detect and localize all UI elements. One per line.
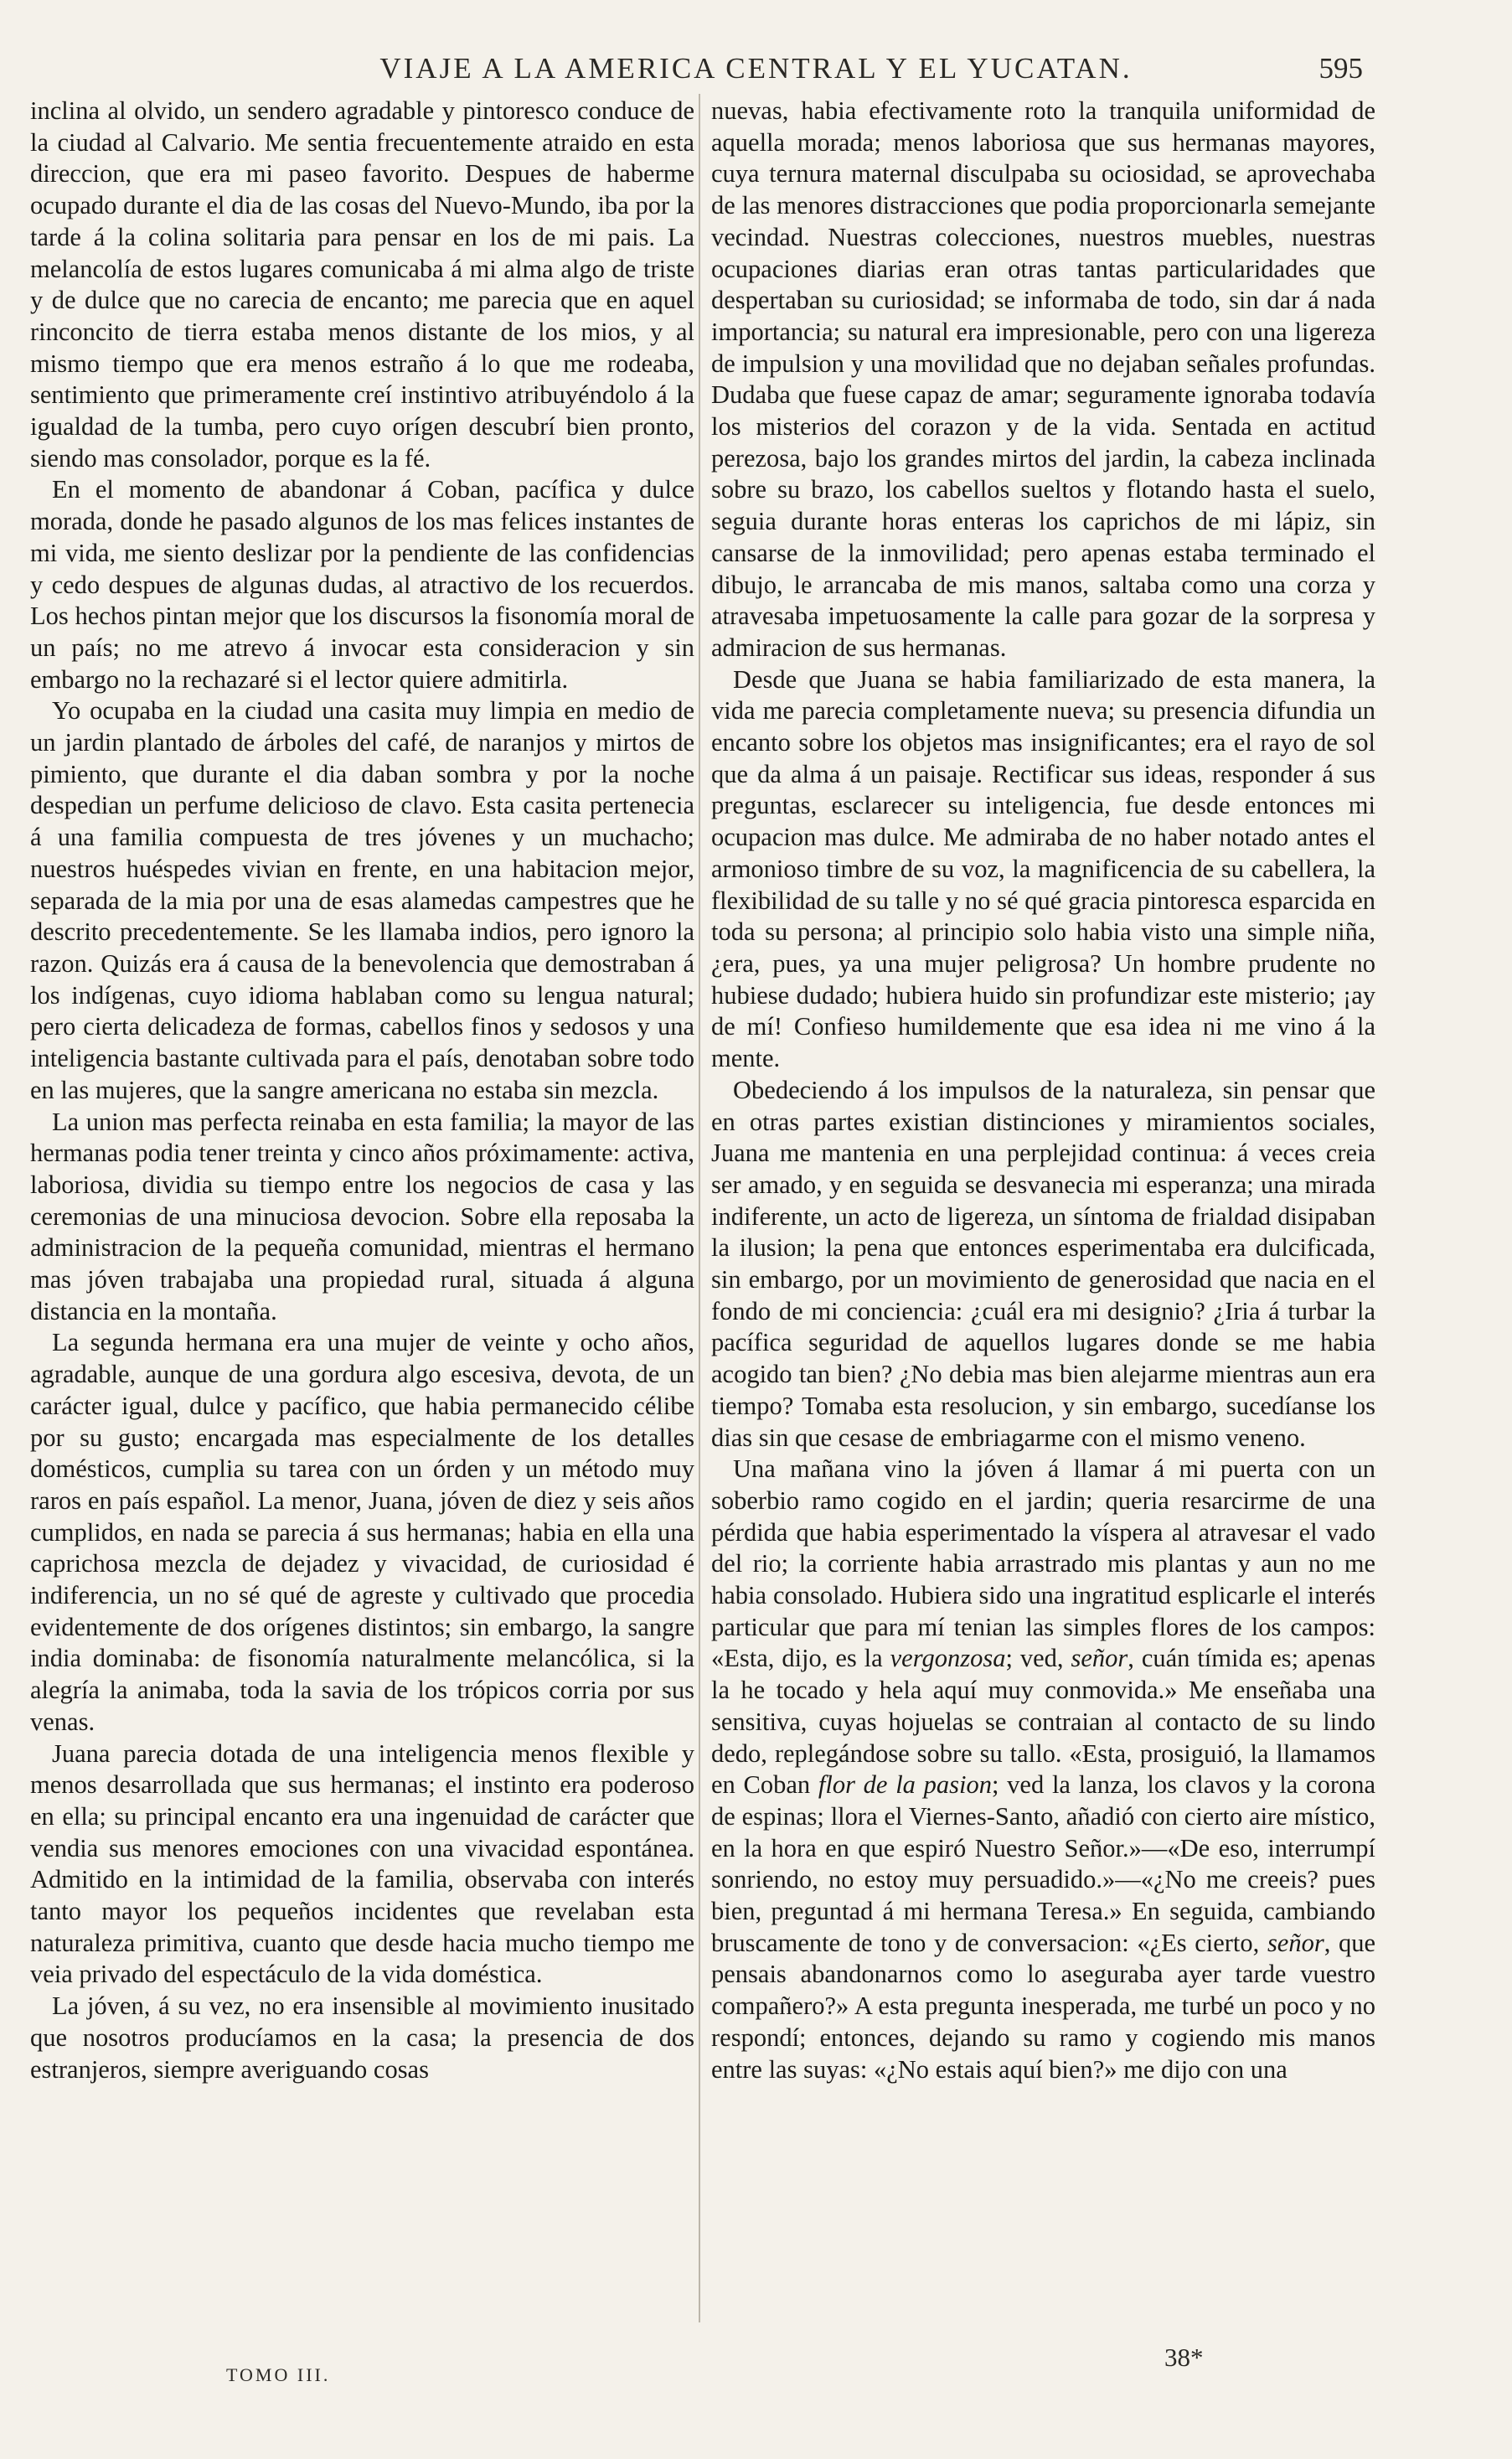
text-run: ; ved, [1005,1644,1064,1673]
paragraph: Desde que Juana se habia familiarizado de esta manera, la vida me parecia completamente nueva; su presencia difundia un encanto sobre los objetos mas insignificantes; era el rayo de sol que da alma á un paisaje. Rectificar sus ideas, responder á sus preguntas, esclarecer su inteligencia, fue desde entonces mi ocupacion mas dulce. Me admiraba de no haber notado antes el armonioso timbre de su voz, la magnificencia de su cabellera, la flexibilidad de su talle y no sé qué gracia pintoresca esparcida en toda su persona; al principio solo habia visto una simple niña, ¿era, pues, ya una mujer peligrosa? Un hombre prudente no hubiese dudado; hubiera huido sin profundizar este misterio; ¡ay de mí! Confieso humildemente que esa idea ni me vino á la mente. [711,664,1375,1073]
paragraph [711,1454,1375,2085]
page-number: 595 [1318,52,1363,85]
paragraph: nuevas, habia efectivamente roto la tranquila uniformidad de aquella morada; menos laboriosa que sus hermanas mayores, cuya ternura maternal disculpaba su ociosidad, se aprovechaba de las menores distracciones que podia proporcionarla semejante vecindad. Nuestras colecciones, nuestros muebles, nuestras ocupaciones diarias eran otras tantas particularidades que despertaban su curiosidad; se informaba de todo, sin dar á nada importancia; su natural era impresionable, pero con una ligereza de impulsion y una movilidad que no dejaban señales profundas. Dudaba que fuese capaz de amar; seguramente ignoraba todavía los misterios del corazon y de la vida. Sentada en actitud perezosa, bajo los grandes mirtos del jardin, la cabeza inclinada sobre su brazo, los cabellos sueltos y flotando hasta el suelo, seguia durante horas enteras los caprichos de mi lápiz, sin cansarse de la inmovilidad; pero apenas estaba terminado el dibujo, le arrancaba de mis manos, saltaba como una corza y atravesaba impetuosamente la calle para gozar de la sorpresa y admiracion de sus hermanas. [711,96,1375,662]
page-header [0,52,1512,89]
paragraph: Yo ocupaba en la ciudad una casita muy limpia en medio de un jardin plantado de árboles del café, de naranjos y mirtos de pimiento, que durante el dia daban sombra y por la noche despedian un perfume delicioso de clavo. Esta casita pertenecia á una familia compuesta de tres jóvenes y un muchacho; nuestros huéspedes vivian en frente, en una habitacion mejor, separada de la mia por una de esas alamedas campestres que he descrito precedentemente. Se les llamaba indios, pero ignoro la razon. Quizás era á causa de la benevolencia que demostraban á los indígenas, cuyo idioma hablaban como su lengua natural; pero cierta delicadeza de formas, cabellos finos y sedosos y una inteligencia bastante cultivada para el país, denotaban sobre todo en las mujeres, que la sangre americana no estaba sin mezcla. [30,696,694,1104]
running-title: VIAJE A LA AMERICA CENTRAL Y EL YUCATAN. [379,52,1133,85]
paragraph: La segunda hermana era una mujer de veinte y ocho años, agradable, aunque de una gordura algo escesiva, devota, de un carácter igual, dulce y pacífico, que habia permanecido célibe por su gusto; encargada mas especialmente de los detalles domésticos, cumplia su tarea con un órden y un método muy raros en país español. La menor, Juana, jóven de diez y seis años cumplidos, en nada se parecia á sus hermanas; habia en ella una caprichosa mezcla de dejadez y vivacidad, de curiosidad é indiferencia, un no sé qué de agreste y cultivado que procedia evidentemente de dos orígenes distintos; sin embargo, la sangre india dominaba: de fisonomía naturalmente melancólica, si la alegría la animaba, toda la savia de los trópicos corria por sus venas. [30,1328,694,1736]
paragraph: Obedeciendo á los impulsos de la naturaleza, sin pensar que en otras partes existian distinciones y miramientos sociales, Juana me mantenia en una perplejidad continua: á veces creia ser amado, y en seguida se desvanecia mi esperanza; una mirada indiferente, un acto de ligereza, un síntoma de frialdad disipaban la ilusion; la pena que entonces esperimentaba era dulcificada, sin embargo, por un movimiento de generosidad que nacia en el fondo de mi conciencia: ¿cuál era mi designio? ¿Iria á turbar la pacífica seguridad de aquellos lugares donde se me habia acogido tan bien? ¿No debia mas bien alejarme mientras aun era tiempo? Tomaba esta resolucion, y sin embargo, sucedíanse los dias sin que cesase de embriagarme con el mismo veneno. [711,1075,1375,1452]
text-run: , cuán tímida es; apenas la he tocado y hela aquí muy conmovida.» Me enseñaba una sensitiva, cuyas hojuelas se contraian al contacto de su lindo dedo, replegándose sobre su tallo. «Esta, prosiguió, la llamamos en Coban [711,1644,1375,1800]
italic-term: señor [1071,1644,1128,1673]
paragraph: La union mas perfecta reinaba en esta familia; la mayor de las hermanas podia tener treinta y cinco años próximamente: activa, laboriosa, dividia su tiempo entre los negocios de casa y las ceremonias de una minuciosa devocion. Sobre ella reposaba la administracion de la pequeña comunidad, mientras el hermano mas jóven trabajaba una propiedad rural, situada á alguna distancia en la montaña. [30,1107,694,1325]
paragraph: La jóven, á su vez, no era insensible al movimiento inusitado que nosotros producíamos en la casa; la presencia de dos estranjeros, siempre averiguando cosas [30,1991,694,2084]
text-run: Una mañana vino la jóven á llamar á mi puerta con un soberbio ramo cogido en el jardin; queria resarcirme de una pérdida que habia esperimentado la víspera al atravesar el vado del rio; la corriente habia arrastrado mis plantas y aun no me habia consolado. Hubiera sido una ingratitud esplicarle el interés particular que para mí tenian las simples flores de los campos: «Esta, dijo, es la [711,1454,1375,1673]
italic-term: vergonzosa [890,1644,1006,1673]
paragraph: Juana parecia dotada de una inteligencia menos flexible y menos desarrollada que sus hermanas; el instinto era poderoso en ella; su principal encanto era una ingenuidad de carácter que vendia sus menores emociones con una vivacidad espontánea. Admitido en la intimidad de la familia, observaba con interés tanto mayor los pequeños incidentes que revelaban esta naturaleza primitiva, cuanto que desde hacia mucho tiempo me veia privado del espectáculo de la vida doméstica. [30,1738,694,1989]
italic-term: flor de la pasion [818,1770,992,1800]
text-run: ; ved la lanza, los clavos y la corona de espinas; llora el Viernes-Santo, añadió con cierto aire místico, en la hora en que espiró Nuestro Señor.»—«De eso, interrumpí sonriendo, no estoy muy persuadido.»—«¿No me creeis? pues bien, preguntad á mi hermana Teresa.» En seguida, cambiando bruscamente de tono y de conversacion: «¿Es cierto, [711,1770,1376,1957]
paragraph: inclina al olvido, un sendero agradable y pintoresco conduce de la ciudad al Calvario. Me sentia frecuentemente atraido en esta direccion, que era mi paseo favorito. Despues de haberme ocupado durante el dia de las cosas del Nuevo-Mundo, iba por la tarde á la colina solitaria para pensar en los de mi pais. La melancolía de estos lugares comunicaba á mi alma algo de triste y de dulce que no carecia de encanto; me parecia que en aquel rinconcito de tierra estaba menos distante de los mios, y al mismo tiempo que era menos estraño á lo que me rodeaba, sentimiento que primeramente creí instintivo atribuyéndolo á la igualdad de la tumba, pero cuyo orígen descubrí bien pronto, siendo mas consolador, porque es la fé. [30,96,694,473]
italic-term: señor [1267,1928,1324,1957]
signature-mark: 38* [1164,2343,1204,2372]
column-divider [699,94,700,2322]
paragraph: En el momento de abandonar á Coban, pacífica y dulce morada, donde he pasado algunos de los mas felices instantes de mi vida, me siento deslizar por la pendiente de las confidencias y cedo despues de algunas dudas, al atractivo de los recuerdos. Los hechos pintan mejor que los discursos la fisonomía moral de un país; no me atrevo á invocar esta consideracion y sin embargo no la rechazaré si el lector quiere admitirla. [30,475,694,694]
volume-label: TOMO III. [226,2364,331,2385]
left-column [30,96,694,2085]
right-column [711,96,1375,2085]
text-run: , que pensais abandonarnos como lo aseguraba ayer tarde vuestro compañero?» A esta pregunta inesperada, me turbé un poco y no respondí; entonces, dejando su ramo y cogiendo mis manos entre las suyas: «¿No estais aquí bien?» me dijo con una [711,1928,1376,2084]
